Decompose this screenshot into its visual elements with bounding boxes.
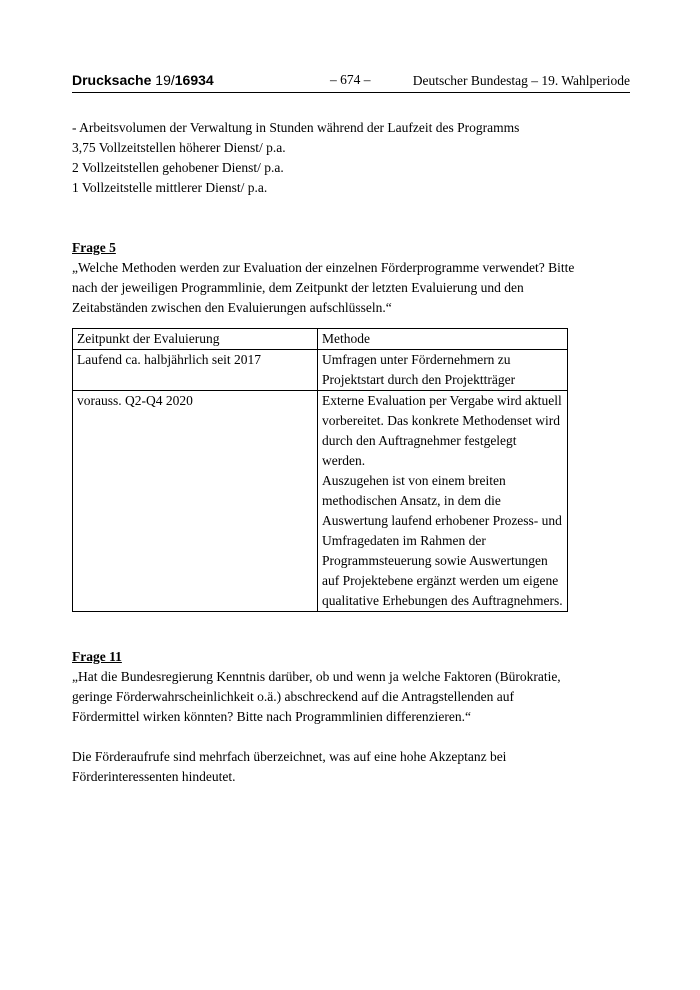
doc-number-prefix: 19/ (155, 72, 175, 88)
cell-line: vorbereitet. Das konkrete Methodenset wird (322, 413, 561, 428)
table-cell-zeitpunkt: Laufend ca. halbjährlich seit 2017 (73, 350, 318, 391)
cell-line: auf Projektebene ergänzt werden um eigene (322, 573, 559, 588)
frage11-section (72, 647, 572, 787)
cell-line: qualitative Erhebungen des Auftragnehmers. (322, 593, 563, 608)
cell-line: methodischen Ansatz, in dem die (322, 493, 501, 508)
intro-section (72, 118, 572, 198)
frage5-section (72, 238, 575, 612)
text-line: 2 Vollzeitstellen gehobener Dienst/ p.a. (72, 160, 284, 175)
text-line: 3,75 Vollzeitstellen höherer Dienst/ p.a. (72, 140, 286, 155)
question-line: nach der jeweiligen Programmlinie, dem Zeitpunkt der letzten Evaluierung und den (72, 280, 524, 295)
header-right: Deutscher Bundestag – 19. Wahlperiode (412, 73, 630, 88)
page-header (72, 70, 630, 93)
cell-line: Umfragedaten im Rahmen der (322, 533, 486, 548)
text-line: - Arbeitsvolumen der Verwaltung in Stunden während der Laufzeit des Programms (72, 120, 520, 135)
table-row (73, 391, 568, 612)
table-header-row (73, 329, 568, 350)
question-line: Fördermittel wirken könnten? Bitte nach Programmlinien differenzieren.“ (72, 709, 471, 724)
question-line: „Hat die Bundesregierung Kenntnis darüber, ob und wenn ja welche Faktoren (Bürokratie, (72, 669, 561, 684)
table-cell-methode (318, 391, 568, 612)
column-header: Zeitpunkt der Evaluierung (73, 329, 318, 350)
table-cell-zeitpunkt: vorauss. Q2-Q4 2020 (73, 391, 318, 612)
cell-line: Programmsteuerung sowie Auswertungen (322, 553, 548, 568)
question-line: Zeitabständen zwischen den Evaluierungen aufschlüsseln.“ (72, 300, 392, 315)
table-row (73, 350, 568, 391)
page-number: – 674 – (330, 72, 371, 87)
document-number (72, 72, 214, 88)
doc-label: Drucksache (72, 72, 152, 88)
question-line: geringe Förderwahrscheinlichkeit o.ä.) abschreckend auf die Antragstellenden auf (72, 689, 514, 704)
frage5-title: Frage 5 (72, 240, 116, 255)
text-line: 1 Vollzeitstelle mittlerer Dienst/ p.a. (72, 180, 268, 195)
cell-line: Projektstart durch den Projektträger (322, 372, 516, 387)
question-line: „Welche Methoden werden zur Evaluation der einzelnen Förderprogramme verwendet? Bitte (72, 260, 575, 275)
evaluation-table (72, 328, 568, 612)
cell-line: Auswertung laufend erhobener Prozess- und (322, 513, 562, 528)
cell-line: Umfragen unter Fördernehmern zu (322, 352, 511, 367)
answer-line: Förderinteressenten hindeutet. (72, 769, 236, 784)
cell-line: durch den Auftragnehmer festgelegt werden. (322, 433, 517, 468)
cell-line: Externe Evaluation per Vergabe wird aktuell (322, 393, 562, 408)
answer-line: Die Förderaufrufe sind mehrfach überzeichnet, was auf eine hohe Akzeptanz bei (72, 749, 507, 764)
page-body (72, 118, 575, 787)
table-cell-methode (318, 350, 568, 391)
doc-number: 16934 (174, 72, 214, 88)
cell-line: Auszugehen ist von einem breiten (322, 473, 506, 488)
frage11-title: Frage 11 (72, 649, 122, 664)
column-header: Methode (318, 329, 568, 350)
